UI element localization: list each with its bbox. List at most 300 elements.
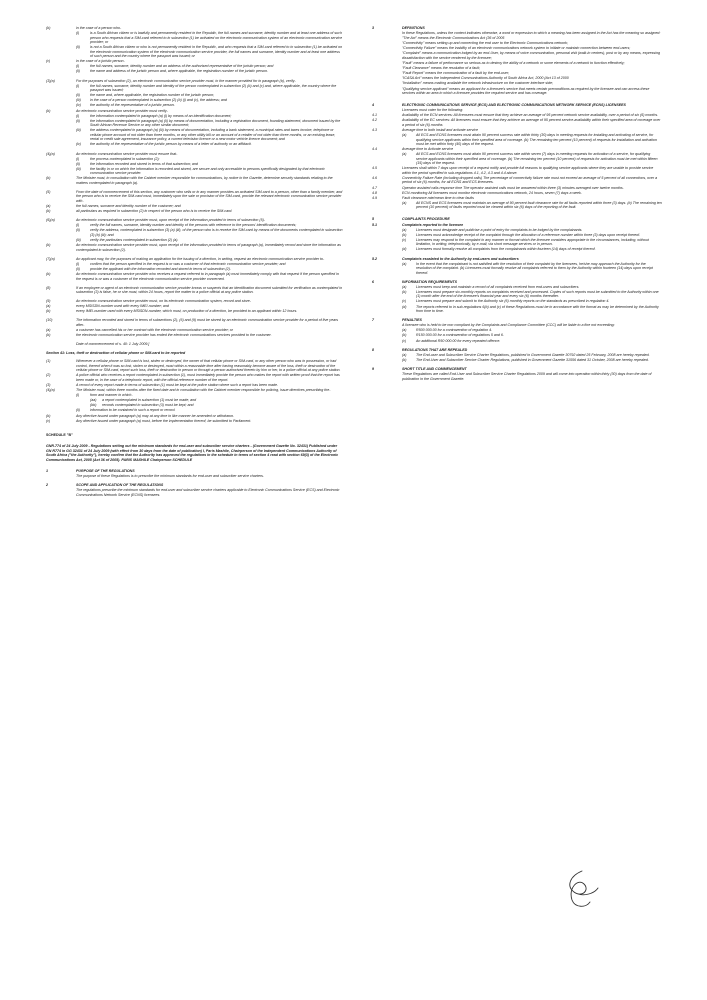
clause bbox=[372, 223, 662, 228]
clause-number: (c) bbox=[46, 59, 51, 64]
clause bbox=[372, 36, 662, 41]
clause bbox=[372, 66, 662, 71]
clause-number: 4.8 bbox=[372, 190, 377, 195]
clause-text: An electronic communication service provider must, upon receipt of the information provided in terms of subsection (5)- bbox=[76, 218, 265, 223]
subclause-number: (i) bbox=[76, 393, 80, 398]
clause bbox=[46, 483, 343, 488]
clause bbox=[372, 71, 662, 76]
clause bbox=[46, 31, 343, 45]
clause bbox=[46, 128, 343, 142]
clause-text: verify the particulars contemplated in subsection (2) (a). bbox=[90, 238, 179, 243]
subclause-number: (c) bbox=[402, 237, 407, 242]
subclause-number: (i) bbox=[76, 156, 80, 161]
clause-number: 8 bbox=[372, 347, 374, 352]
clause-text: PURPOSE OF THE REGULATIONS bbox=[76, 469, 135, 474]
clause-text: From the date of commencement of this section, any customer who sells or in any manner provides an activated SIM-card to a person, other than a family member, and the person who is to receive the SIM-card must, immediately upon the sale or provision of the SIM-card, provide the relevant electronic communication service provider with- bbox=[76, 189, 343, 203]
clause bbox=[46, 414, 343, 419]
clause-number: (c) bbox=[46, 418, 51, 423]
clause bbox=[372, 372, 662, 381]
clause-text: "Fault" means a failure of performance so serious as to destroy the ability of a network or some elements of a network to function effectively; bbox=[402, 61, 625, 66]
clause-text: Licensees must keep and maintain a record of all complaints received from end-users and subscribers. bbox=[416, 284, 580, 289]
clause-text: verify the address, contemplated in subsection (3) (a) (iii), of the person who is to receive the SIM-card by means of the documents contemplated in subsection (3) (b) (iii); and bbox=[90, 228, 343, 237]
clause bbox=[46, 45, 343, 59]
clause-text: the facility in or on which the information is recorded and stored, are secure and only accessible to persons specifically designated by that electronic communication service provider. bbox=[90, 166, 325, 176]
spacer bbox=[46, 424, 343, 431]
subclause-number: (i) bbox=[76, 64, 80, 69]
clause bbox=[372, 348, 662, 353]
clause-text: verify the full names, surname, identity number and identity of the persons with reference to the persons' identification documents; bbox=[90, 223, 297, 228]
clause-text: These Regulations are called End-User and Subscriber Service Charter Regulations 2009 and will come into operation within thirty (30) days from the date of publication in the Government Gazette. bbox=[402, 372, 652, 381]
clause bbox=[372, 166, 662, 175]
clause bbox=[46, 388, 343, 393]
spacer bbox=[372, 96, 662, 103]
clause-text: SHORT TITLE AND COMMENCEMENT bbox=[402, 366, 467, 371]
clause-text: the electronic communication service provider has ended the electronic communications services provided to the customer. bbox=[76, 333, 272, 338]
left-column bbox=[46, 26, 343, 498]
subclause-number: (b) bbox=[402, 289, 407, 294]
clause-text: the information contemplated in paragraph (a) (i) by means of an identification document; bbox=[90, 113, 232, 118]
clause-text: Licensees must cater for the following: bbox=[402, 108, 464, 113]
clause-number: 4.7 bbox=[372, 185, 377, 190]
clause bbox=[372, 186, 662, 191]
clause bbox=[372, 285, 662, 290]
spacer bbox=[372, 210, 662, 217]
clause bbox=[46, 243, 343, 252]
clause bbox=[46, 309, 343, 314]
subclause-number: (iv) bbox=[76, 142, 81, 147]
clause bbox=[372, 280, 662, 285]
clause-text: confirm that the person specified in the request is or was a customer of that electronic communication service provider; and bbox=[90, 261, 286, 266]
clause-text: "Complaint" means a communication lodged by an end-User, by means of voice communication, personal visit (walk-in centres), post or by any means, expressing dissatisfaction with the service rendered by the licensee; bbox=[402, 51, 661, 60]
clause bbox=[46, 176, 343, 185]
clause-text: in the case of a person who- bbox=[76, 26, 122, 30]
subclause-number: (ii) bbox=[76, 69, 80, 74]
clause bbox=[46, 403, 343, 408]
subclause-number: (iii) bbox=[76, 238, 81, 243]
clause-text: "Installation" means making available the network infrastructure on the customer interface side; bbox=[402, 81, 553, 86]
clause-number: (a) bbox=[46, 328, 51, 333]
clause-text: provide the applicant with the information recorded and stored in terms of subsection (2). bbox=[90, 266, 231, 271]
clause-text: All ECNS and ECS licensees must maintain an average of 90 percent fault clearance rate for all faults reported within three (3) days. (b) The remaining ten percent (10 percent) of faults reported must be cleared within six (6) days of the reporting of the fault. bbox=[416, 200, 662, 210]
clause bbox=[46, 474, 343, 479]
clause-number: 4.1 bbox=[372, 113, 377, 118]
clause bbox=[372, 305, 662, 314]
clause bbox=[372, 333, 662, 338]
clause bbox=[46, 398, 343, 403]
clause bbox=[46, 167, 343, 176]
clause bbox=[372, 318, 662, 323]
clause-text: "Fault Report" means the communication of a fault by the end-user; bbox=[402, 71, 510, 76]
clause bbox=[372, 201, 662, 210]
clause bbox=[46, 393, 343, 398]
clause bbox=[372, 228, 662, 233]
clause-number: (4)(a) bbox=[46, 151, 55, 156]
clause-text: the process contemplated in subsection (2); bbox=[90, 156, 160, 161]
clause-number: 4.9 bbox=[372, 195, 377, 200]
subclause-number: (i) bbox=[76, 113, 80, 118]
clause-text: In these Regulations, unless the context indicates otherwise, a word or expression to which a meaning has been assigned in the Act has the meaning so assigned: bbox=[402, 31, 661, 36]
clause-text: the full names, surname, identity number and identity of the person contemplated in subsection (2) (b) and (c) and, where applicable, the country where the passport was issued; bbox=[90, 83, 337, 93]
clause bbox=[46, 257, 343, 262]
clause-number: (b) bbox=[46, 108, 51, 113]
clause-text: If an employee or agent of an electronic communication service provider knows or suspects that an identification document submitted for verification as contemplated in subsection (3) is false, he or she must, within 24 hours, report the matter to a police official at any police station. bbox=[76, 285, 343, 295]
clause-text: form and manner in which- bbox=[90, 393, 133, 398]
clause bbox=[372, 299, 662, 304]
subclause-number: (i) bbox=[76, 261, 80, 266]
clause bbox=[372, 367, 662, 372]
clause-text: All ECS and ECNS licensees must attain 90 percent success rate within seven (7) days in meeting requests for activation of a service, for qualifying service applicants within their specified area of coverage. (b) The remaining ten percent (10 percent) of requests for activation must be met within fifteen (15) days of the request. bbox=[416, 152, 658, 166]
subclause-number: (iv) bbox=[76, 103, 81, 108]
clause-text: Fault clearance rate/mean time to clear faults bbox=[402, 195, 474, 200]
clause bbox=[46, 318, 343, 327]
clause bbox=[46, 93, 343, 98]
clause bbox=[46, 84, 343, 93]
clause-text: Licensees must designate and publicise a point of entry for complaints to be lodged by the complainants. bbox=[416, 227, 583, 232]
clause-number: (a) bbox=[46, 304, 51, 309]
clause-text: The information recorded and stored in terms of subsections (2), (6) and (9) must be stored by an electronic communication service provider for a period of five years after- bbox=[76, 318, 339, 327]
clause-text: every IMEI-number used with every MSISDN-number, which must, on production of a direction, be provided to an applicant within 12 hours. bbox=[76, 309, 298, 314]
clause bbox=[46, 59, 343, 64]
clause-text: Average time to Activate service bbox=[402, 147, 454, 152]
subclause-number: (iii) bbox=[76, 128, 81, 133]
clause-number: 1 bbox=[46, 469, 48, 474]
clause bbox=[46, 103, 343, 108]
clause-text: PENALTIES bbox=[402, 318, 422, 323]
clause-text: The purpose of these Regulations is to prescribe the minimum standards for end-user and subscriber service charters. bbox=[76, 474, 264, 479]
clause-text: An electronic communication service provider must, on its electronic communication system, record and store- bbox=[76, 299, 251, 304]
note-line: Date of commencement of s. 40: 1 July 2009.] bbox=[76, 342, 150, 347]
clause-text: A licensee who is held to be non compliant by the Complaints and Compliance Committee (CCC) will be liable to a fine not exceeding: bbox=[402, 323, 615, 328]
clause bbox=[372, 358, 662, 363]
clause bbox=[46, 162, 343, 167]
subclause-number: (d) bbox=[402, 304, 407, 309]
subclause-number: (ii) bbox=[76, 93, 80, 98]
clause-text: records contemplated in subsection (3) must be kept; and bbox=[102, 403, 194, 408]
clause-number: (b) bbox=[46, 272, 51, 276]
clause bbox=[372, 247, 662, 252]
clause-text: Licensees must prepare and submit to the Authority six (6) monthly reports on the standards as prescribed in regulation 4. bbox=[416, 299, 610, 304]
clause-text: the information contemplated in paragraph (a) (ii) by means of documentation, including a registration document, founding statement, document issued by the South African Revenue Service or any other similar document; bbox=[90, 118, 341, 128]
clause bbox=[46, 408, 343, 413]
clause bbox=[372, 323, 662, 328]
subclause-number: (a) bbox=[402, 284, 407, 289]
subclause-number: (iii) bbox=[76, 98, 81, 103]
clause-number: (b) bbox=[46, 243, 51, 248]
clause bbox=[372, 328, 662, 333]
clause-text: Operator assisted calls response time The operator assisted calls must be answered within three (3) minutes averaged over twelve months. bbox=[402, 185, 624, 190]
clause-number: 7 bbox=[372, 318, 374, 323]
clause-number: 4.4 bbox=[372, 147, 377, 152]
clause-text: in the case of a person contemplated in subsection (2) (b) (i) and (c), the address; and bbox=[90, 98, 227, 103]
clause-text: the authority of the representative of a juristic person. bbox=[90, 103, 175, 108]
clause-number: 5.2 bbox=[372, 256, 377, 261]
clause bbox=[372, 191, 662, 196]
clause-number: (1) bbox=[46, 359, 51, 364]
subclause-number: (a) bbox=[402, 152, 407, 157]
clause bbox=[46, 190, 343, 204]
clause-number: (8) bbox=[46, 285, 51, 290]
clause-text: Complaints escalated to the Authority by end-users and subscribers bbox=[402, 256, 519, 261]
clause-number: 6 bbox=[372, 279, 374, 284]
clause-text: An applicant may, for the purposes of making an application for the issuing of a direction, in writing, request an electronic communication service provider to- bbox=[76, 256, 325, 261]
clause-text: The regulations prescribe the minimum standards for end-user and subscriber service charters applicable to Electronic Communications Service (ECS) and Electronic Communications Network Service (ECNS) licensees. bbox=[76, 488, 340, 497]
clause-text: Licensees shall within 7 days upon receipt of a request notify and provide full reasons to qualifying service applicants where they are unable to provide service within the period specified in sub-regulations 4.1, 4.2, 4.3 and 4.4 above. bbox=[402, 166, 654, 175]
clause-text: the authority of the representative of the juristic person by means of a letter of authority or an affidavit. bbox=[90, 142, 252, 147]
clause bbox=[46, 238, 343, 243]
clause-number: (5) bbox=[46, 189, 51, 194]
clause-number: (b) bbox=[46, 333, 51, 338]
schedule-title: SCHEDULE "B" bbox=[46, 432, 73, 437]
clause-text: Average time to both install and activate service bbox=[402, 128, 479, 132]
subclause-number: (a) bbox=[402, 227, 407, 232]
clause-text: The Minister must, within three months after the fixed date and in consultation with the Cabinet member responsible for policing, issue directives prescribing the- bbox=[76, 388, 331, 393]
clause-text: information to be contained in such a report or record. bbox=[90, 408, 176, 413]
clause bbox=[46, 98, 343, 103]
subclause-number: (a) bbox=[402, 352, 407, 357]
clause bbox=[46, 328, 343, 333]
subclause-number: (a) bbox=[402, 133, 407, 138]
subclause-number: (b) bbox=[402, 333, 407, 338]
clause bbox=[372, 233, 662, 238]
clause bbox=[46, 383, 343, 388]
clause-text: the full names, surname, identity number and an address of the authorised representative of the juristic person; and bbox=[90, 64, 274, 69]
clause bbox=[372, 41, 662, 46]
clause bbox=[372, 196, 662, 201]
subclause-number: (ii) bbox=[76, 118, 80, 123]
clause bbox=[46, 333, 343, 338]
clause-text: In the event that the complainant is not satisfied with the resolution of their complaint by the licensees, he/she may approach the Authority for the resolution of the complaint. (b) Licensees must formally resolve all complaints referred to them by the Authority within fourteen (14) days upon receipt thereof. bbox=[416, 261, 653, 275]
clause bbox=[46, 119, 343, 128]
clause-text: A police official who receives a report contemplated in subsection (1), must immediately provide the person who makes the report with written proof that the report has been made or, in the case of a telephonic report, with the official reference number of the report. bbox=[76, 373, 340, 382]
clause-number: (3) bbox=[46, 382, 51, 387]
clause bbox=[46, 228, 343, 237]
right-column bbox=[372, 26, 662, 382]
subclause-number: (i) bbox=[76, 83, 80, 88]
clause-text: The reports referred to in sub-regulations 6(b) and (c) of these Regulations must be in accordance with the format as may be determined by the Authority from time to time. bbox=[416, 304, 659, 314]
clause-text: the full names, surname and identity number of the customer; and bbox=[76, 204, 181, 209]
clause bbox=[372, 133, 662, 147]
clause-number: 5 bbox=[372, 217, 374, 222]
clause bbox=[46, 218, 343, 223]
clause-text: An electronic communication service provider must ensure that- bbox=[76, 151, 178, 156]
clause-text: R500 000.00 for a contravention of regulation 4. bbox=[416, 328, 493, 333]
clause-number: 4.2 bbox=[372, 118, 377, 123]
clause-text: Licensees must formally resolve all complaints from the complainants within fourteen (14) days of receipt thereof. bbox=[416, 247, 596, 252]
section-heading: Section 41: Loss, theft or destruction of cellular phone or SIM-card to be reported bbox=[46, 350, 186, 355]
clause bbox=[372, 147, 662, 152]
clause-text: An electronic communication service provider must verify- bbox=[76, 108, 168, 113]
clause-text: The End-user and Subscriber Service Charter Regulations, published in Government Gazette 30792 dated 25 February, 2008 are hereby repealed. bbox=[416, 352, 650, 357]
clause-text: is a South African citizen or is lawfully and permanently resident in the Republic, the full names and surname, identity number and at least one address of such person who requests that a SIM-card referred to in subsection (1) be activated on the electronic communication system of an electronic communication service provider; or bbox=[90, 31, 343, 45]
clause bbox=[46, 488, 343, 497]
clause-text: SCOPE AND APPLICATION OF THE REGULATIONS bbox=[76, 483, 164, 488]
clause-text: a customer has cancelled his or her contract with the electronic communication service provider; or bbox=[76, 328, 233, 333]
clause bbox=[372, 76, 662, 81]
clause-number: 4 bbox=[372, 103, 374, 108]
clause-text: in the case of a juristic person- bbox=[76, 59, 125, 64]
clause-text: INFORMATION REQUIREMENTS bbox=[402, 279, 458, 284]
subclause-number: (a) bbox=[402, 200, 407, 205]
subclause-number: (ii) bbox=[76, 228, 80, 233]
clause-text: is not a South African citizen or who is not permanently resident in the Republic, and who requests that a SIM-card referred to in subsection (1) be activated on the electronic communication system of the electronic communication service provider, the full names and surname, identity number and at least one address of such person and the country where the passport was issued; or bbox=[90, 45, 343, 59]
subclause-number: (ii) bbox=[76, 408, 80, 413]
clause bbox=[46, 373, 343, 382]
clause-number: 4.3 bbox=[372, 128, 377, 132]
clause-text: REGULATIONS THAT ARE REPEALED bbox=[402, 347, 468, 352]
clause bbox=[46, 142, 343, 147]
clause-text: all particulars as required in subsection (2) in respect of the person who is to receive the SIM-card. bbox=[76, 209, 233, 214]
clause-text: For the purposes of subsection (2), an electronic communication service provider must, in the manner provided for in paragraph (b), verify- bbox=[76, 78, 296, 83]
clause bbox=[46, 79, 343, 84]
clause bbox=[46, 69, 343, 74]
clause-text: An electronic communication service provider must, upon receipt of the information provided in terms of paragraph (a), immediately record and store the information as contemplated in subsection (2). bbox=[76, 243, 341, 252]
clause-number: (2) bbox=[46, 373, 51, 378]
clause-text: R150 000.00 for a contravention of regulations 5 and 6. bbox=[416, 333, 504, 338]
clause-text: "Qualifying service applicant" means an applicant for a licensee's service that meets certain preconditions as required by the licensee and can access these services within an area in which a licensee provides the required service and has coverage. bbox=[402, 86, 650, 96]
clause bbox=[46, 114, 343, 119]
subclause-number: (c) bbox=[402, 338, 407, 343]
clause bbox=[372, 128, 662, 133]
clause bbox=[46, 419, 343, 424]
clause bbox=[46, 209, 343, 214]
clause bbox=[372, 339, 662, 344]
subclause-number: (a) bbox=[402, 261, 407, 266]
clause bbox=[372, 152, 662, 166]
schedule-intro: GNR.774 of 24 July 2009 - Regulations setting out the minimum standards for end-user and subscriber service charters - (Government Gazette No. 32431) Published under GN R774 in GG 32431 of 24 July 2009 (with effect from 30 days from the date of publication) I, Paris Mashile, Chairperson of the Independent Communications Authority of South Africa ("the Authority"), hereby confirm that the Authority has approved the regulations in the schedule in terms of section 4 read with section 69(3) of the Electronic Communications Act, 2005 (Act 36 of 2005). PARIS MASHILE Chairperson SCHEDULE bbox=[46, 444, 339, 462]
clause-text: "Connectivity" means setting up and connecting the end user to the Electronic Communications network; bbox=[402, 41, 568, 46]
clause-text: DEFINITIONS bbox=[402, 26, 425, 30]
clause-text: every MSISDN-number used with every IMEI-number; and bbox=[76, 304, 169, 309]
subclause-number: (b) bbox=[402, 232, 407, 237]
clause-text: A record of every report made in terms of subsection (1) must be kept at the police station where such a report has been made. bbox=[76, 382, 279, 387]
clause-text: ELECTRONIC COMMUNICATIONS SERVICE (ECS) AND ELECTRONIC COMMUNICATIONS NETWORK SERVICE (ECNS) LICENSEES bbox=[402, 103, 626, 108]
clause-number: 2 bbox=[46, 483, 48, 488]
clause-text: the information recorded and stored in terms of that subsection; and bbox=[90, 161, 198, 166]
clause-number: (a) bbox=[46, 204, 51, 209]
clause-text: The Minister must, in consultation with the Cabinet member responsible for communications, by notice in the Gazette, determine security standards relating to the matters contemplated in paragraph (a). bbox=[76, 176, 333, 185]
clause-text: COMPLAINTS PROCEDURE bbox=[402, 217, 450, 222]
subclause-number: (ii) bbox=[76, 45, 80, 50]
clause-text: the address contemplated in paragraph (a) (iii) by means of documentation, including a bank statement, a municipal rates and taxes invoice, telephone or cellular phone account of not older than three months, or any other utility bill or an account of a retailer of not older than three months, or an existing lease, rental or credit sale agreement, insurance policy, a current television licence or a new motor vehicle licence document; and bbox=[90, 128, 336, 142]
clause bbox=[46, 204, 343, 209]
clause bbox=[372, 87, 662, 96]
clause bbox=[372, 61, 662, 66]
clause bbox=[372, 26, 662, 31]
clause-text: "The Act" means the Electronic Communications Act (36 of 2005 bbox=[402, 36, 505, 41]
clause-number: 4.6 bbox=[372, 175, 377, 180]
clause-text: Any directive issued under paragraph (a) must, before the implementation thereof, be submitted to Parliament. bbox=[76, 418, 252, 423]
clause bbox=[372, 257, 662, 262]
clause bbox=[46, 469, 343, 474]
clause bbox=[46, 109, 343, 114]
clause bbox=[372, 31, 662, 36]
clause-text: the name and, where applicable, the registration number of the juristic person; bbox=[90, 93, 215, 98]
subsubclause-number: (aa) bbox=[90, 398, 97, 403]
clause bbox=[372, 217, 662, 222]
clause-text: Licensees may respond to the complaint in any manner or format which the licensee considers appropriate in the circumstances, including, without limitation, in writing, telephonically, by e-mail, via short message services or in person. bbox=[416, 237, 649, 247]
clause-number: (b) bbox=[46, 26, 51, 30]
clause-number: 4.5 bbox=[372, 166, 377, 171]
clause bbox=[372, 51, 662, 60]
clause bbox=[372, 103, 662, 108]
clause-number: (b) bbox=[46, 413, 51, 418]
handwritten-signature bbox=[560, 868, 600, 913]
clause-text: "Connectivity Failure" means the inability of an electronic communications network system to initiate or maintain connection between end-users; bbox=[402, 46, 631, 51]
clause bbox=[46, 152, 343, 157]
subclause-number: (ii) bbox=[76, 161, 80, 166]
clause bbox=[46, 64, 343, 69]
clause-number: (9) bbox=[46, 299, 51, 304]
subclause-number: (b) bbox=[402, 357, 407, 362]
clause bbox=[46, 272, 343, 281]
clause-text: Licensees must prepare six-monthly reports on complaints received and processed. Copies of such reports must be submitted to the Authority within one (1) month after the end of the licensee's financial year and every six (6) months thereafter. bbox=[416, 289, 659, 299]
clause bbox=[46, 157, 343, 162]
clause-text: All ECS and ECNS licensees must attain 90 percent success rate within thirty (30) days in meeting requests for installing and activating of service, for qualifying service applicants within their specified area of coverage. (b) The remaining ten percent (10 percent) of requests for installation and activation must be met within forty (40) days of the request. bbox=[416, 133, 657, 147]
clause bbox=[372, 113, 662, 118]
clause-number: 9 bbox=[372, 366, 374, 371]
clause bbox=[372, 46, 662, 51]
clause bbox=[372, 290, 662, 299]
clause-text: Any directive issued under paragraph (a) may at any time in like manner be amended or withdrawn. bbox=[76, 413, 235, 418]
clause bbox=[46, 359, 343, 373]
clause bbox=[46, 304, 343, 309]
subclause-number: (a) bbox=[402, 328, 407, 333]
clause-number: (b) bbox=[46, 209, 51, 214]
clause-text: a report contemplated in subsection (1) must be made; and bbox=[102, 398, 197, 403]
clause bbox=[46, 223, 343, 228]
clause-number: (6)(a) bbox=[46, 218, 55, 223]
clause-number: (4)(a) bbox=[46, 388, 55, 393]
clause bbox=[46, 262, 343, 267]
clause-text: Whenever a cellular phone or SIM-card is lost, stolen or destroyed, the owner of that cellular phone or SIM-card, or any other person who was in possession, or had control, thereof when it was so lost, stolen or destroyed, must within a reasonable time after having reasonably become aware of the loss, theft or destruction of the cellular phone or SIM-card, report such loss, theft or destruction in person or through a person authorised thereto by him or her, to a police official at any police station. bbox=[76, 359, 341, 373]
clause bbox=[372, 81, 662, 86]
clause bbox=[372, 238, 662, 247]
clause-number: (7)(a) bbox=[46, 256, 55, 261]
clause bbox=[372, 118, 662, 127]
subclause-number: (iii) bbox=[76, 166, 81, 171]
clause-number: (b) bbox=[46, 309, 51, 314]
clause-text: An electronic communication service provider who receives a request referred to in paragraph (a) must immediately comply with that request if the person specified in the request is or was a customer of the electronic communication service provider concerned. bbox=[76, 272, 339, 281]
subclause-number: (ii) bbox=[76, 266, 80, 271]
clause-number: (3)(a) bbox=[46, 78, 55, 83]
subclause-number: (i) bbox=[76, 223, 80, 228]
clause-text: The End-User and Subscriber Service Charter Regulations, published in Government Gazette 31556 dated 31 October, 2008 are hereby repealed. bbox=[416, 357, 649, 362]
subclause-number: (d) bbox=[402, 247, 407, 252]
clause bbox=[46, 286, 343, 295]
subclause-number: (c) bbox=[402, 299, 407, 304]
clause-text: "ICASA Act" means the Independent Communications Authority of South Africa Act, 2000 (Act 13 of 2000 bbox=[402, 76, 569, 81]
clause-text: ECN monitoring All licensees must monitor electronic communications network, 24 hours, seven (7) days a week. bbox=[402, 190, 582, 195]
clause bbox=[46, 299, 343, 304]
clause bbox=[46, 26, 343, 31]
clause-text: An additional R50 000.00 for every repeated offence. bbox=[416, 338, 501, 343]
clause-text: Complaints reported to the licensee bbox=[402, 222, 464, 227]
clause-text: Connectivity Failure Rate (including dropped calls) The percentage of connectivity failure rate must not exceed an average of 5 percent of all connections, over a period of six (6) months, for all ECNS and ECS licensees. bbox=[402, 175, 658, 185]
subsubclause-number: (bb) bbox=[90, 403, 97, 408]
clause-number: (10) bbox=[46, 318, 53, 323]
clause-number: 5.1 bbox=[372, 222, 377, 227]
clause-text: Licensees must acknowledge receipt of the complaint through the allocation of a reference number within three (3) days upon receipt thereof. bbox=[416, 232, 641, 237]
clause-text: Availability of the EC services: All licensees must ensure that they achieve an average of 95 percent service-availability within their specified area of coverage over a period of six (6) months bbox=[402, 118, 661, 127]
clause bbox=[372, 262, 662, 276]
clause bbox=[372, 176, 662, 185]
clause bbox=[372, 108, 662, 113]
clause-number: (b) bbox=[46, 176, 51, 181]
clause-text: "Fault Clearance" means the resolution of a fault; bbox=[402, 66, 481, 71]
clause-text: Availability of the ECN services: All licensees must ensure that they achieve an average of 95 percent network service availability, over a period of six (6) months. bbox=[402, 113, 659, 118]
clause-number: 3 bbox=[372, 26, 374, 30]
clause-text: the name and address of the juristic person and, where applicable, the registration number of the juristic person. bbox=[90, 69, 268, 74]
